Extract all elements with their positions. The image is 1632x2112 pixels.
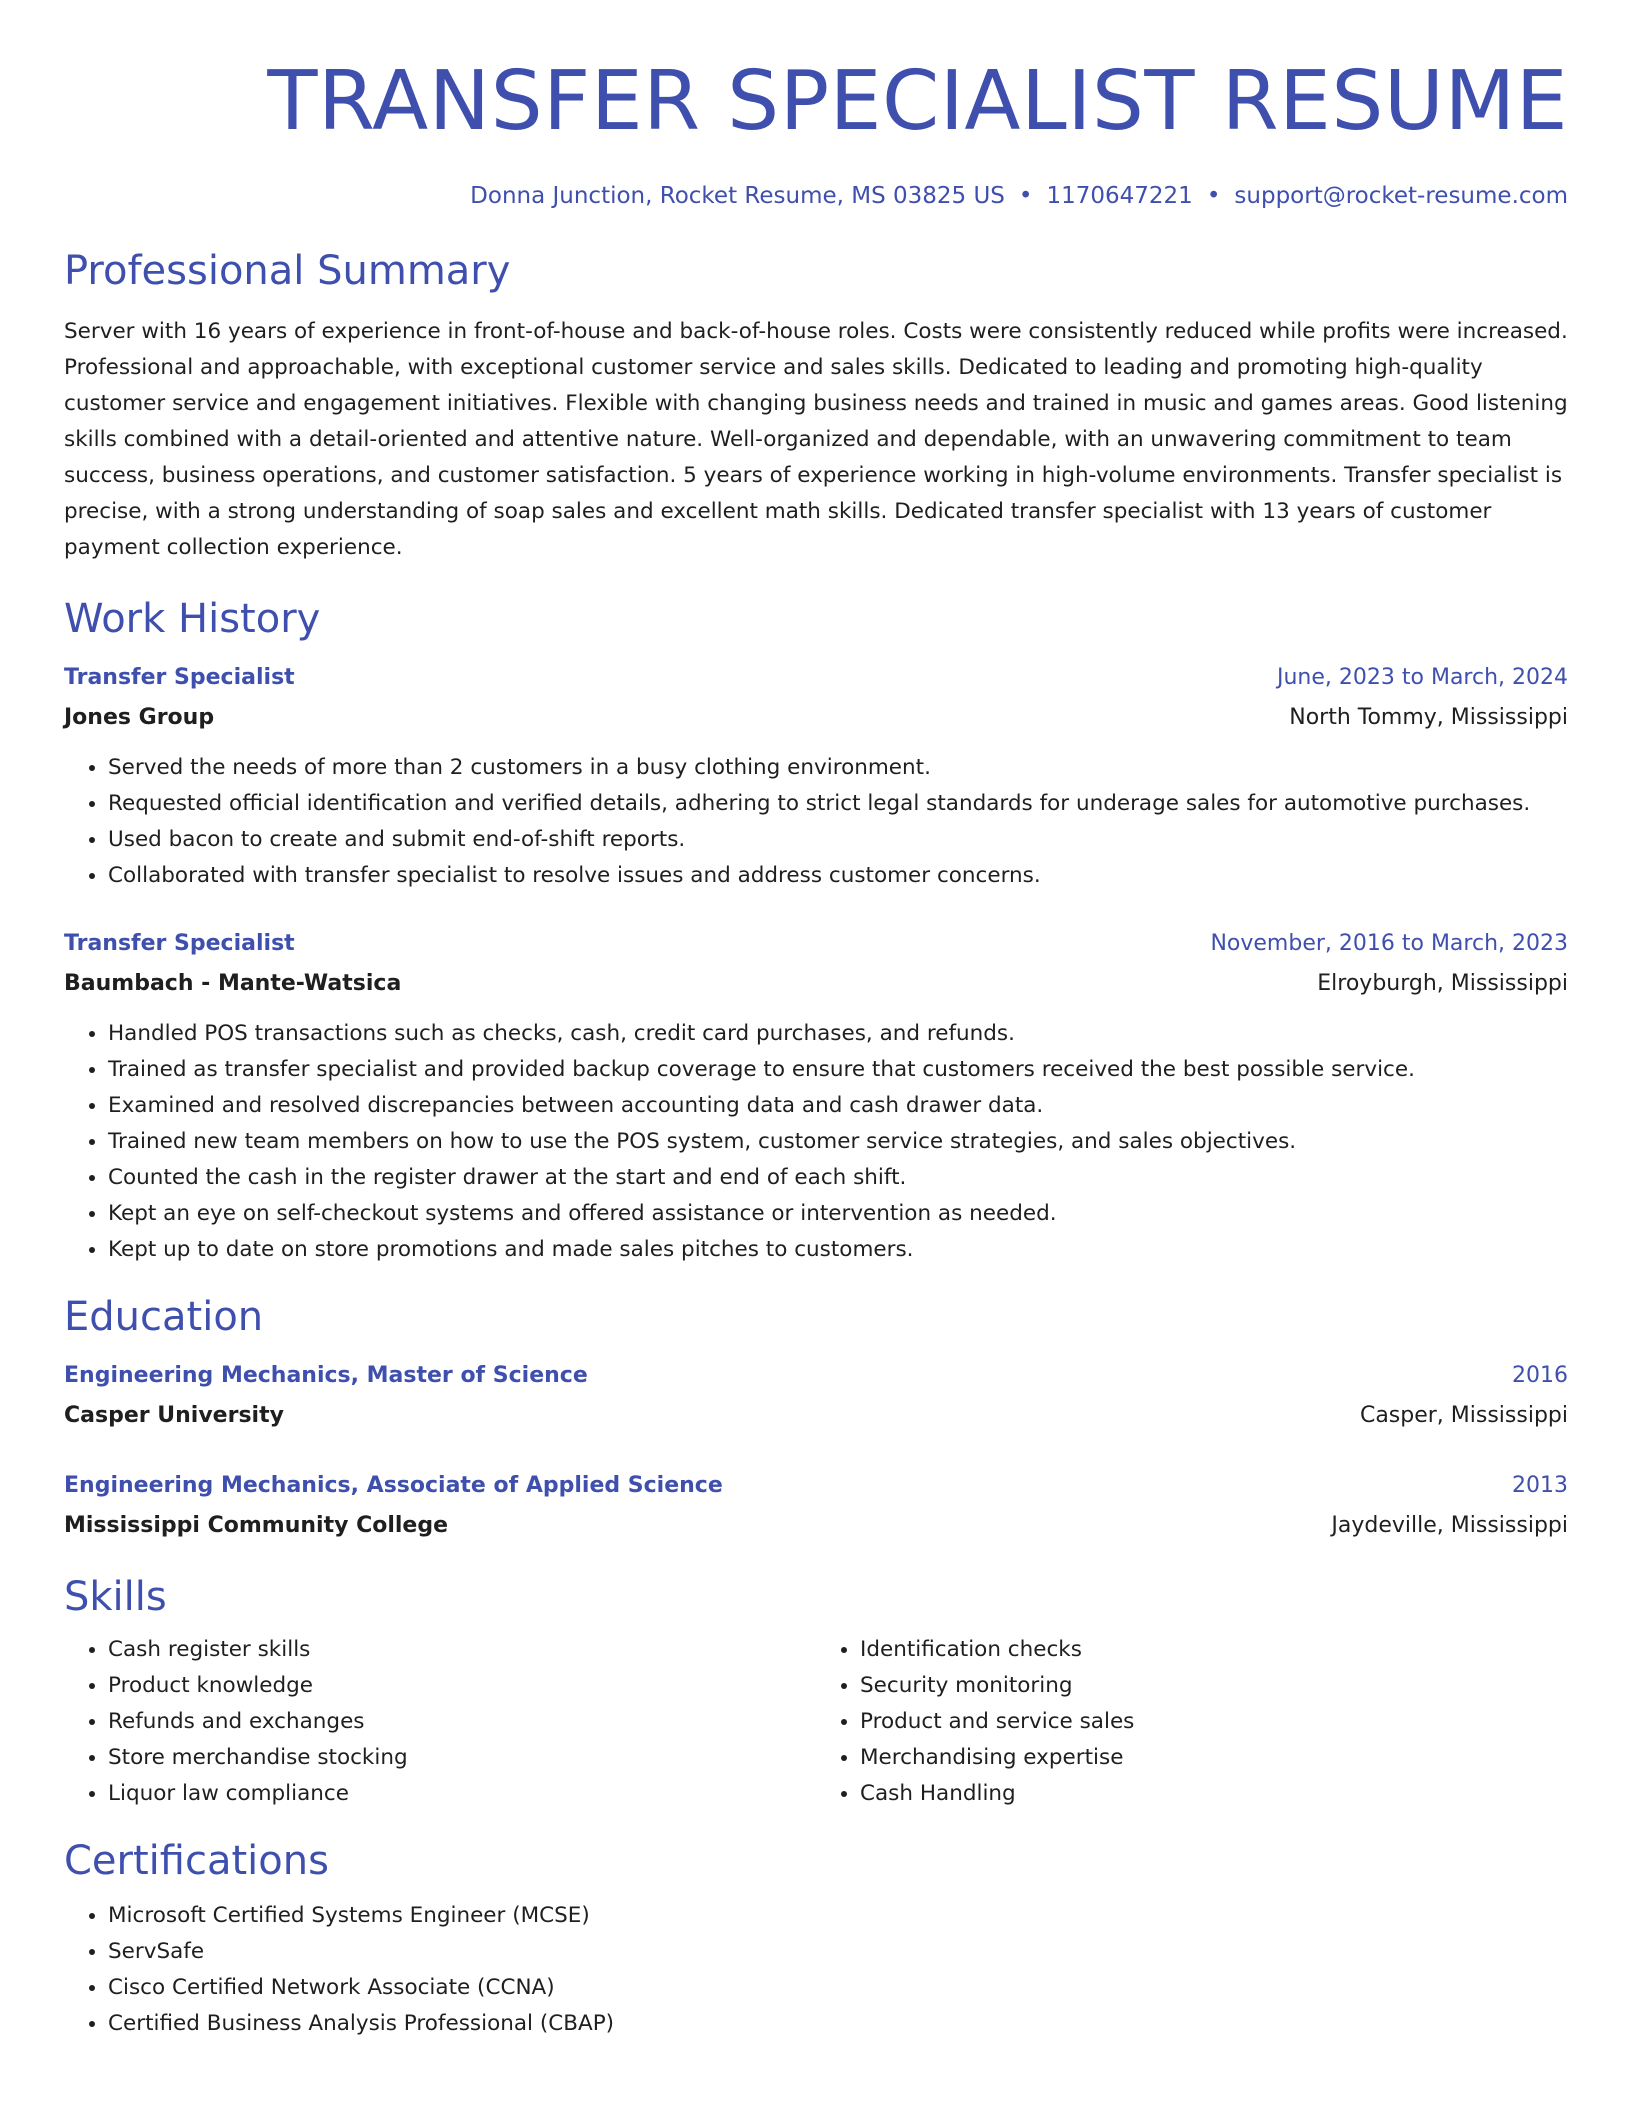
job-entry [64, 658, 1568, 894]
section-heading-certifications: Certifications [64, 1838, 329, 1884]
job-title: Transfer Specialist [64, 665, 295, 690]
job-bullet: • Trained as transfer specialist and provided backup coverage to ensure that customers received the best possible service. [108, 1052, 1568, 1088]
job-header-row [64, 658, 1568, 698]
job-bullet: • Collaborated with transfer specialist to resolve issues and address customer concerns. [108, 858, 1568, 894]
education-location: Casper, Mississippi [1359, 1403, 1568, 1428]
job-bullet: • Used bacon to create and submit end-of-shift reports. [108, 822, 1568, 858]
education-section [64, 1292, 1568, 1546]
skill-item: • Product knowledge [108, 1668, 816, 1704]
education-school: Casper University [64, 1403, 284, 1428]
skills-grid [64, 1632, 1568, 1812]
skill-item: • Identification checks [860, 1632, 1568, 1668]
education-header-row [64, 1356, 1568, 1396]
job-company: Baumbach - Mante-Watsica [64, 971, 402, 996]
work-history-section [64, 594, 1568, 1268]
job-company: Jones Group [64, 705, 215, 730]
education-school-row [64, 1506, 1568, 1546]
skill-item: • Merchandising expertise [860, 1740, 1568, 1776]
skills-list-left [64, 1632, 816, 1812]
certification-item: • Certified Business Analysis Professional (CBAP) [108, 2006, 1568, 2042]
contact-line [64, 180, 1568, 212]
skill-item: • Cash register skills [108, 1632, 816, 1668]
job-title: Transfer Specialist [64, 931, 295, 956]
section-heading-skills: Skills [64, 1574, 167, 1620]
education-year: 2016 [1512, 1363, 1568, 1388]
job-bullet: • Requested official identification and verified details, adhering to strict legal standards for underage sales for automotive purchases. [108, 786, 1568, 822]
certifications-list [64, 1898, 1568, 2042]
skill-item: • Product and service sales [860, 1704, 1568, 1740]
certification-item: • ServSafe [108, 1934, 1568, 1970]
skill-item: • Store merchandise stocking [108, 1740, 816, 1776]
job-company-row [64, 964, 1568, 1004]
skill-item: • Security monitoring [860, 1668, 1568, 1704]
education-school: Mississippi Community College [64, 1513, 449, 1538]
section-heading-work-history: Work History [64, 596, 321, 642]
job-entry [64, 924, 1568, 1268]
certification-item: • Microsoft Certified Systems Engineer (MCSE) [108, 1898, 1568, 1934]
education-school-row [64, 1396, 1568, 1436]
job-dates: June, 2023 to March, 2024 [1277, 665, 1568, 690]
skill-item: • Liquor law compliance [108, 1776, 816, 1812]
education-degree: Engineering Mechanics, Associate of Applied Science [64, 1473, 723, 1498]
job-location: Elroyburgh, Mississippi [1317, 971, 1568, 996]
job-bullet: • Kept an eye on self-checkout systems and offered assistance or intervention as needed. [108, 1196, 1568, 1232]
job-company-row [64, 698, 1568, 738]
job-bullets [64, 1016, 1568, 1268]
education-year: 2013 [1512, 1473, 1568, 1498]
job-header-row [64, 924, 1568, 964]
contact-phone: 1170647221 [1046, 183, 1193, 209]
summary-text: Server with 16 years of experience in front-of-house and back-of-house roles. Costs were consistently reduced while profits were increased. Professional and approachable, with exceptional customer service and sales skills. Dedicated to leading and promoting high-quality customer service and engagement initiatives. Flexible with changing business needs and trained in music and games areas. Good listening skills combined with a detail-oriented and attentive nature. Well-organized and dependable, with an unwavering commitment to team success, business operations, and customer satisfaction. 5 years of experience working in high-volume environments. Transfer specialist is precise, with a strong understanding of soap sales and excellent math skills. Dedicated transfer specialist with 13 years of customer payment collection experience. [64, 319, 1568, 560]
education-entry [64, 1466, 1568, 1546]
certification-item: • Cisco Certified Network Associate (CCNA) [108, 1970, 1568, 2006]
contact-separator: • [1018, 183, 1033, 209]
summary-section [64, 246, 1568, 566]
skill-item: • Refunds and exchanges [108, 1704, 816, 1740]
education-location: Jaydeville, Mississippi [1331, 1513, 1568, 1538]
job-location: North Tommy, Mississippi [1289, 705, 1568, 730]
resume-title: TRANSFER SPECIALIST RESUME [267, 54, 1568, 149]
section-heading-summary: Professional Summary [64, 248, 511, 294]
job-bullet: • Examined and resolved discrepancies between accounting data and cash drawer data. [108, 1088, 1568, 1124]
education-header-row [64, 1466, 1568, 1506]
skills-list-right [816, 1632, 1568, 1812]
job-bullet: • Handled POS transactions such as checks, cash, credit card purchases, and refunds. [108, 1016, 1568, 1052]
contact-address: Donna Junction, Rocket Resume, MS 03825 US [470, 183, 1005, 209]
job-dates: November, 2016 to March, 2023 [1210, 931, 1568, 956]
contact-separator: • [1206, 183, 1221, 209]
job-bullet: • Served the needs of more than 2 customers in a busy clothing environment. [108, 750, 1568, 786]
job-bullet: • Kept up to date on store promotions and made sales pitches to customers. [108, 1232, 1568, 1268]
skill-item: • Cash Handling [860, 1776, 1568, 1812]
contact-email[interactable]: support@rocket-resume.com [1234, 183, 1568, 209]
section-heading-education: Education [64, 1294, 264, 1340]
job-bullet: • Trained new team members on how to use the POS system, customer service strategies, and sales objectives. [108, 1124, 1568, 1160]
skills-section [64, 1572, 1568, 1812]
certifications-section [64, 1836, 1568, 2042]
education-entry [64, 1356, 1568, 1436]
education-degree: Engineering Mechanics, Master of Science [64, 1363, 588, 1388]
job-bullet: • Counted the cash in the register drawer at the start and end of each shift. [108, 1160, 1568, 1196]
job-bullets [64, 750, 1568, 894]
